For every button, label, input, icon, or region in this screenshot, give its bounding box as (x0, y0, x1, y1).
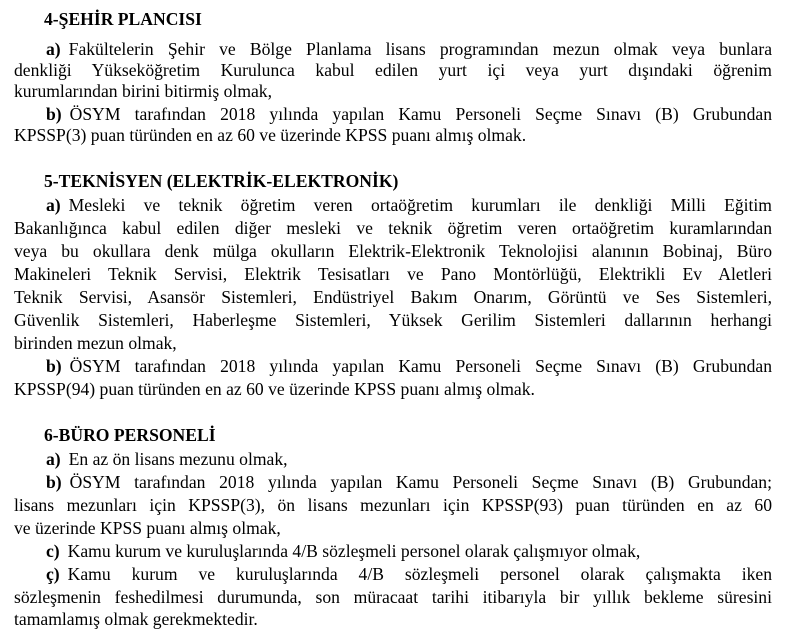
item-marker: a) (46, 195, 61, 215)
item-marker: ç) (46, 564, 60, 584)
item-text: ÖSYM tarafından 2018 yılında yapılan Kamu Personeli Seçme Sınavı (B) Grubundan (69, 356, 772, 376)
item-5b-line-1 (14, 356, 772, 376)
item-5a-line-4: Makineleri Teknik Servisi, Elektrik Tesisatları ve Pano Montörlüğü, Elektrikli Ev Aletleri (14, 264, 772, 284)
item-4b-line-1 (14, 104, 772, 124)
item-5a-line-6: Güvenlik Sistemleri, Haberleşme Sistemleri, Yüksek Gerilim Sistemleri dallarının herhangi (14, 310, 772, 330)
item-marker: c) (46, 541, 60, 561)
item-5a-line-3: veya bu okullara denk mülga okulların Elektrik-Elektronik Teknolojisi alanının Bobinaj, Büro (14, 241, 772, 261)
item-text: ÖSYM tarafından 2018 yılında yapılan Kamu Personeli Seçme Sınavı (B) Grubundan; (69, 472, 772, 492)
item-text: Mesleki ve teknik öğretim veren ortaöğretim kurumları ile denkliği Milli Eğitim (68, 195, 772, 215)
item-6c-cedilla-line-1 (14, 564, 772, 584)
item-6c-line-1 (14, 541, 772, 561)
item-4a-line-1 (14, 39, 772, 59)
item-5b-line-2: KPSSP(94) puan türünden en az 60 ve üzerinde KPSS puanı almış olmak. (14, 379, 535, 399)
section-heading-teknisyen: 5-TEKNİSYEN (ELEKTRİK-ELEKTRONİK) (44, 171, 399, 191)
item-4a-line-3: kurumlarından birini bitirmiş olmak, (14, 81, 273, 101)
item-text: Fakültelerin Şehir ve Bölge Planlama lisans programından mezun olmak veya bunlara (68, 39, 772, 59)
item-5a-line-1 (14, 195, 772, 215)
item-4a-line-2: denkliği Yükseköğretim Kurulunca kabul edilen yurt içi veya yurt dışındaki öğrenim (14, 60, 772, 80)
item-marker: b) (46, 104, 62, 124)
item-6c-cedilla-line-2: sözleşmenin feshedilmesi durumunda, son müracaat tarihi itibarıyla bir yıllık bekleme süresini (14, 587, 772, 607)
item-6b-line-1 (14, 472, 772, 492)
item-marker: b) (46, 356, 62, 376)
item-5a-line-2: Bakanlığınca kabul edilen diğer mesleki ve teknik öğretim veren ortaöğretim kuramlarından (14, 218, 772, 238)
item-text: ÖSYM tarafından 2018 yılında yapılan Kamu Personeli Seçme Sınavı (B) Grubundan (69, 104, 772, 124)
item-marker: b) (46, 472, 62, 492)
item-text: Kamu kurum ve kuruluşlarında 4/B sözleşmeli personel olarak çalışmıyor olmak, (67, 541, 641, 561)
item-6a-line-1 (14, 449, 772, 469)
section-heading-sehir-plancisi: 4-ŞEHİR PLANCISI (44, 9, 202, 29)
item-5a-line-7: birinden mezun olmak, (14, 333, 177, 353)
item-6c-cedilla-line-3: tamamlamış olmak gerekmektedir. (14, 609, 258, 629)
section-heading-buro-personeli: 6-BÜRO PERSONELİ (44, 425, 216, 445)
item-text: En az ön lisans mezunu olmak, (68, 449, 288, 469)
item-6b-line-2: lisans mezunları için KPSSP(3), ön lisans mezunları için KPSSP(93) puan türünden en az 60 (14, 495, 772, 515)
item-5a-line-5: Teknik Servisi, Asansör Sistemleri, Endüstriyel Bakım Onarım, Görüntü ve Ses Sistemleri, (14, 287, 772, 307)
item-text: Kamu kurum ve kuruluşlarında 4/B sözleşmeli personel olarak çalışmakta iken (67, 564, 772, 584)
item-4b-line-2: KPSSP(3) puan türünden en az 60 ve üzerinde KPSS puanı almış olmak. (14, 125, 527, 145)
item-marker: a) (46, 39, 61, 59)
item-marker: a) (46, 449, 61, 469)
item-6b-line-3: ve üzerinde KPSS puanı almış olmak, (14, 518, 281, 538)
